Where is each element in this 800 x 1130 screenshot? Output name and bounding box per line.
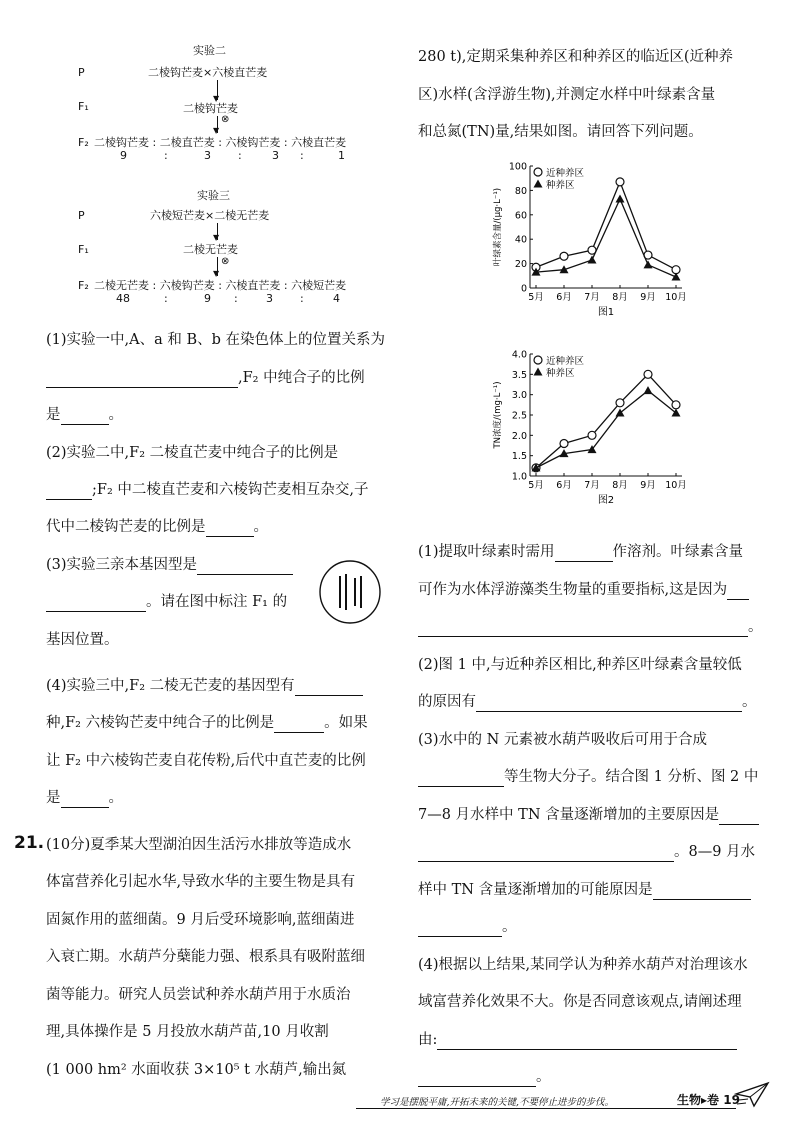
q4-text-e: 是 bbox=[46, 790, 61, 806]
point-triangle bbox=[672, 273, 681, 281]
exp2-p-label: P bbox=[78, 66, 85, 79]
point-triangle bbox=[616, 194, 625, 202]
a3-line4 bbox=[418, 842, 755, 862]
a1-text-a: (1)提取叶绿素时需用 bbox=[418, 544, 555, 560]
a4-line3 bbox=[418, 1030, 737, 1050]
q1-line2 bbox=[46, 368, 365, 388]
exp2-ratio-4: 3 bbox=[272, 149, 279, 162]
a3-blank1[interactable] bbox=[418, 770, 504, 787]
point-circle bbox=[616, 178, 624, 186]
point-circle bbox=[644, 370, 652, 378]
a3-text-d: 。8—9 月水 bbox=[674, 844, 756, 860]
q4-text-c: 。如果 bbox=[324, 715, 368, 731]
q1-text-b: ,F₂ 中纯合子的比例 bbox=[238, 370, 365, 386]
q2-blank1[interactable] bbox=[46, 483, 92, 500]
q1-line3 bbox=[46, 405, 123, 425]
exp3-self-icon: ⊗ bbox=[221, 256, 230, 267]
exp2-arrowhead1: ▼ bbox=[213, 94, 220, 103]
q21-line-5: 理,具体操作是 5 月投放水葫芦苗,10 月收割 bbox=[46, 1024, 329, 1040]
a3-blank3[interactable] bbox=[418, 845, 674, 862]
y-tick-label: 4.0 bbox=[511, 349, 527, 361]
x-tick-label: 9月 bbox=[640, 292, 656, 303]
a3-line1: (3)水中的 N 元素被水葫芦吸收后可用于合成 bbox=[418, 732, 707, 748]
footer-volume: 卷 19 bbox=[707, 1093, 740, 1107]
a3-blank4[interactable] bbox=[653, 883, 751, 900]
a1-text-c: 可作为水体浮游藻类生物量的重要指标,这是因为 bbox=[418, 582, 728, 598]
paper-plane-icon bbox=[734, 1080, 770, 1110]
exp3-p-label: P bbox=[78, 209, 85, 222]
exp3-f2-label: F₂ bbox=[78, 279, 89, 292]
a1-line2 bbox=[418, 580, 749, 600]
a1-blank1[interactable] bbox=[555, 545, 613, 562]
q4-line1 bbox=[46, 676, 363, 696]
point-triangle bbox=[644, 386, 653, 394]
q3-line2 bbox=[46, 592, 287, 612]
y-tick-label: 1.5 bbox=[511, 451, 527, 463]
point-triangle bbox=[588, 255, 597, 263]
a4-blank1[interactable] bbox=[437, 1033, 737, 1050]
intro-line-1: 区)水样(含浮游生物),并测定水样中叶绿素含量 bbox=[418, 87, 716, 103]
exp2-ratio-3: : bbox=[238, 149, 242, 162]
q4-line3: 让 F₂ 中六棱钩芒麦自花传粉,后代中直芒麦的比例 bbox=[46, 753, 366, 769]
legend-label: 近种养区 bbox=[546, 356, 585, 367]
q4-text-f: 。 bbox=[108, 790, 123, 806]
figure1-chart bbox=[488, 158, 698, 323]
y-tick-label: 3.0 bbox=[511, 390, 527, 402]
a4-blank2[interactable] bbox=[418, 1070, 536, 1087]
y-tick-label: 0 bbox=[520, 283, 527, 295]
q3-line1 bbox=[46, 555, 293, 575]
x-tick-label: 10月 bbox=[665, 292, 687, 303]
q4-blank2[interactable] bbox=[274, 716, 324, 733]
intro-line-0: 280 t),定期采集种养区和种养区的临近区(近种养 bbox=[418, 49, 734, 65]
point-circle bbox=[672, 401, 680, 409]
legend-label: 种养区 bbox=[546, 368, 575, 379]
exp2-f2-label: F₂ bbox=[78, 136, 89, 149]
cell-outline bbox=[320, 561, 380, 623]
chart-title: 图1 bbox=[597, 307, 615, 318]
exp3-f1-label: F₁ bbox=[78, 243, 89, 256]
exp3-ratio-4: 3 bbox=[266, 292, 273, 305]
a3-line6 bbox=[418, 917, 517, 937]
legend-marker-triangle bbox=[534, 368, 543, 376]
series-line-1 bbox=[536, 199, 676, 277]
q21-line-1: 体富营养化引起水华,导致水华的主要生物是具有 bbox=[46, 874, 356, 890]
q4-line2 bbox=[46, 713, 368, 733]
series-line-0 bbox=[536, 182, 676, 270]
a1-blank2[interactable] bbox=[727, 583, 749, 600]
a4-text-d: 。 bbox=[536, 1069, 551, 1085]
q1-blank2[interactable] bbox=[61, 408, 109, 425]
q1-text-d: 。 bbox=[108, 407, 123, 423]
exp2-f2: 二棱钩芒麦 : 二棱直芒麦 : 六棱钩芒麦 : 六棱直芒麦 bbox=[94, 136, 347, 149]
exp3-title: 实验三 bbox=[197, 189, 230, 202]
exp3-arrowhead2: ▼ bbox=[213, 269, 220, 278]
x-tick-label: 6月 bbox=[556, 292, 572, 303]
a2-text-c: 。 bbox=[742, 694, 757, 710]
exp2-ratio-0: 9 bbox=[120, 149, 127, 162]
legend-label: 种养区 bbox=[546, 180, 575, 191]
q2-text-c: 代中二棱钩芒麦的比例是 bbox=[46, 519, 206, 535]
x-tick-label: 6月 bbox=[556, 480, 572, 491]
q21-line-6: (1 000 hm² 水面收获 3×10⁵ t 水葫芦,输出氮 bbox=[46, 1062, 347, 1078]
q4-line4 bbox=[46, 788, 123, 808]
q21-line-2: 固氮作用的蓝细菌。9 月后受环境影响,蓝细菌进 bbox=[46, 912, 355, 928]
q2-line1: (2)实验二中,F₂ 二棱直芒麦中纯合子的比例是 bbox=[46, 445, 339, 461]
q21-line-0: (10分)夏季某大型湖泊因生活污水排放等造成水 bbox=[46, 837, 352, 853]
a2-line1: (2)图 1 中,与近种养区相比,种养区叶绿素含量较低 bbox=[418, 657, 742, 673]
exp2-ratio-2: 3 bbox=[204, 149, 211, 162]
exp3-f1: 二棱无芒麦 bbox=[183, 243, 238, 256]
exp2-f1-label: F₁ bbox=[78, 100, 89, 113]
exp2-p-cross: 二棱钩芒麦×六棱直芒麦 bbox=[148, 66, 268, 79]
y-tick-label: 3.5 bbox=[511, 369, 527, 381]
y-tick-label: 2.5 bbox=[511, 410, 527, 422]
q1-text-c: 是 bbox=[46, 407, 61, 423]
a3-text-f: 。 bbox=[502, 919, 517, 935]
chart-title: 图2 bbox=[597, 495, 615, 506]
exp3-ratio-5: : bbox=[300, 292, 304, 305]
figure2-chart bbox=[488, 346, 698, 510]
legend-marker-circle bbox=[534, 168, 542, 176]
exp3-ratio-3: : bbox=[234, 292, 238, 305]
exp3-arrowhead1: ▼ bbox=[213, 233, 220, 242]
q21-number: 21. bbox=[14, 833, 45, 853]
exp3-ratio-0: 48 bbox=[116, 292, 130, 305]
y-axis-label: 叶绿素含量/(μg·L⁻¹) bbox=[493, 187, 503, 267]
x-tick-label: 10月 bbox=[665, 480, 687, 491]
exp2-ratio-5: : bbox=[300, 149, 304, 162]
y-tick-label: 60 bbox=[514, 210, 527, 222]
a4-line4 bbox=[418, 1067, 551, 1087]
q4-text-a: (4)实验三中,F₂ 二棱无芒麦的基因型有 bbox=[46, 678, 295, 694]
q1-line1: (1)实验一中,A、a 和 B、b 在染色体上的位置关系为 bbox=[46, 332, 386, 348]
exp3-f2: 二棱无芒麦 : 六棱钩芒麦 : 六棱直芒麦 : 六棱短芒麦 bbox=[94, 279, 347, 292]
y-tick-label: 80 bbox=[514, 185, 527, 197]
exp3-ratio-2: 9 bbox=[204, 292, 211, 305]
a1-text-d: 。 bbox=[748, 619, 763, 635]
a3-blank5[interactable] bbox=[418, 920, 502, 937]
a3-text-e: 样中 TN 含量逐渐增加的可能原因是 bbox=[418, 882, 653, 898]
footer-motto: 学习是摆脱平庸,开拓未来的关键,不要停止进步的步伐。 bbox=[380, 1097, 615, 1108]
a3-line3 bbox=[418, 805, 759, 825]
exp3-ratio-6: 4 bbox=[333, 292, 340, 305]
x-tick-label: 7月 bbox=[584, 292, 600, 303]
y-tick-label: 100 bbox=[508, 161, 527, 173]
footer-arrow-icon: ▸ bbox=[701, 1093, 708, 1107]
a2-line2 bbox=[418, 692, 757, 712]
exp2-ratio-1: : bbox=[164, 149, 168, 162]
footer-page bbox=[677, 1091, 740, 1108]
y-tick-label: 40 bbox=[514, 234, 527, 246]
legend-marker-circle bbox=[534, 356, 542, 364]
legend-marker-triangle bbox=[534, 180, 543, 188]
a3-text-c: 7—8 月水样中 TN 含量逐渐增加的主要原因是 bbox=[418, 807, 720, 823]
point-triangle bbox=[644, 260, 653, 268]
a1-line1 bbox=[418, 542, 743, 562]
x-tick-label: 5月 bbox=[528, 292, 544, 303]
y-tick-label: 2.0 bbox=[511, 430, 527, 442]
footer-subject: 生物 bbox=[677, 1093, 702, 1107]
a1-blank3[interactable] bbox=[418, 620, 748, 637]
q3-text-a: (3)实验三亲本基因型是 bbox=[46, 557, 198, 573]
q2-line3 bbox=[46, 517, 268, 537]
q21-line-3: 入衰亡期。水葫芦分蘖能力强、根系具有吸附蓝细 bbox=[46, 949, 365, 965]
point-circle bbox=[616, 399, 624, 407]
x-tick-label: 9月 bbox=[640, 480, 656, 491]
a3-line2 bbox=[418, 767, 758, 787]
y-axis-label: TN浓度/(mg·L⁻¹) bbox=[493, 381, 503, 449]
a4-line1: (4)根据以上结果,某同学认为种养水葫芦对治理该水 bbox=[418, 957, 748, 973]
q1-blank1[interactable] bbox=[46, 371, 238, 388]
x-tick-label: 8月 bbox=[612, 480, 628, 491]
footer-rule bbox=[356, 1108, 736, 1109]
a2-text-b: 的原因有 bbox=[418, 694, 476, 710]
q4-text-b: 种,F₂ 六棱钩芒麦中纯合子的比例是 bbox=[46, 715, 275, 731]
q3-line3: 基因位置。 bbox=[46, 632, 119, 648]
q4-blank3[interactable] bbox=[61, 791, 109, 808]
point-circle bbox=[672, 266, 680, 274]
q2-blank2[interactable] bbox=[206, 520, 254, 537]
series-line-1 bbox=[536, 391, 676, 468]
series-line-0 bbox=[536, 374, 676, 468]
exp2-ratio-6: 1 bbox=[338, 149, 345, 162]
point-circle bbox=[560, 252, 568, 260]
a1-text-b: 作溶剂。叶绿素含量 bbox=[612, 544, 744, 560]
a3-blank2[interactable] bbox=[719, 808, 759, 825]
point-circle bbox=[588, 431, 596, 439]
q2-line2 bbox=[46, 480, 368, 500]
q21-line-4: 菌等能力。研究人员尝试种养水葫芦用于水质治 bbox=[46, 987, 351, 1003]
q3-blank1[interactable] bbox=[197, 558, 293, 575]
exp2-f1: 二棱钩芒麦 bbox=[183, 102, 238, 115]
exp2-arrowhead2: ▼ bbox=[213, 126, 220, 135]
exp2-self-icon: ⊗ bbox=[221, 114, 230, 125]
intro-line-2: 和总氮(TN)量,结果如图。请回答下列问题。 bbox=[418, 124, 703, 140]
x-tick-label: 5月 bbox=[528, 480, 544, 491]
q2-text-d: 。 bbox=[253, 519, 268, 535]
q3-text-b: 。请在图中标注 F₁ 的 bbox=[146, 594, 288, 610]
q3-blank2[interactable] bbox=[46, 595, 146, 612]
a2-blank1[interactable] bbox=[476, 695, 742, 712]
y-tick-label: 20 bbox=[514, 259, 527, 271]
a3-line5 bbox=[418, 880, 751, 900]
a4-line2: 域富营养化效果不大。你是否同意该观点,请阐述理 bbox=[418, 994, 742, 1010]
y-tick-label: 1.0 bbox=[511, 471, 527, 483]
chromosome-cell[interactable] bbox=[318, 560, 382, 624]
exp3-p-cross: 六棱短芒麦×二棱无芒麦 bbox=[150, 209, 270, 222]
exp2-title: 实验二 bbox=[193, 44, 226, 57]
x-tick-label: 8月 bbox=[612, 292, 628, 303]
a4-text-c: 由: bbox=[418, 1032, 438, 1048]
legend-label: 近种养区 bbox=[546, 168, 585, 179]
x-tick-label: 7月 bbox=[584, 480, 600, 491]
exp3-ratio-1: : bbox=[164, 292, 168, 305]
q4-blank1[interactable] bbox=[295, 679, 363, 696]
q2-text-b: ;F₂ 中二棱直芒麦和六棱钩芒麦相互杂交,子 bbox=[92, 482, 369, 498]
a1-line3 bbox=[418, 617, 763, 637]
point-circle bbox=[560, 439, 568, 447]
a3-text-b: 等生物大分子。结合图 1 分析、图 2 中 bbox=[504, 769, 759, 785]
